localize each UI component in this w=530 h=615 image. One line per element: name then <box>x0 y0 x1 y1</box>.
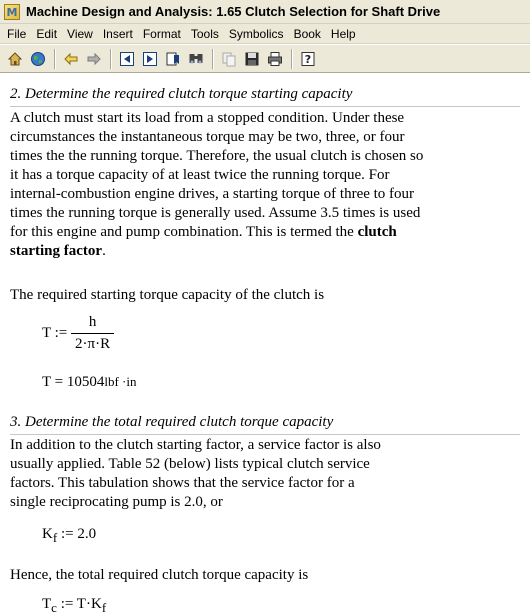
menu-symbolics[interactable]: Symbolics <box>228 26 284 41</box>
region-divider <box>10 434 520 435</box>
bookmark-button[interactable] <box>162 48 184 70</box>
region-divider <box>10 106 520 107</box>
forward-arrow-icon <box>86 51 102 67</box>
menu-view[interactable]: View <box>67 26 93 41</box>
starting-torque-intro: The required starting torque capacity of the clutch is <box>10 287 325 303</box>
help-button[interactable] <box>297 48 319 70</box>
home-icon <box>7 51 23 67</box>
text-line-segment: . <box>102 243 106 259</box>
find-icon <box>188 51 204 67</box>
text-line: usually applied. Table 52 (below) lists typical clutch service <box>10 456 370 472</box>
variable-name: K <box>42 526 53 542</box>
result-value: T = 10504 <box>42 374 105 390</box>
equation-service-factor[interactable] <box>42 526 96 546</box>
text-line: A clutch must start its load from a stopped condition. Under these <box>10 110 405 126</box>
toolbar-separator <box>212 49 214 69</box>
print-icon <box>267 51 283 67</box>
fraction-numerator: h <box>88 314 97 330</box>
forward-button[interactable] <box>83 48 105 70</box>
fraction-denominator: 2·π·R <box>71 333 114 353</box>
toolbar-separator <box>110 49 112 69</box>
bold-term: starting factor <box>10 243 103 259</box>
title-bar <box>0 0 530 24</box>
find-button[interactable] <box>185 48 207 70</box>
help-icon <box>300 51 316 67</box>
text-line: it has a torque capacity of at least twice the running torque. For <box>10 167 390 183</box>
save-button[interactable] <box>241 48 263 70</box>
text-line: internal-combustion engine drives, a starting torque of three to four <box>10 186 415 202</box>
text-line: single reciprocating pump is 2.0, or <box>10 494 223 510</box>
back-arrow-icon <box>63 51 79 67</box>
menu-tools[interactable]: Tools <box>190 26 219 41</box>
variable-name: T <box>42 596 52 612</box>
next-page-button[interactable] <box>139 48 161 70</box>
bookmark-icon <box>165 51 181 67</box>
section-3-paragraph <box>10 436 450 512</box>
menu-file[interactable]: File <box>7 26 27 41</box>
globe-icon <box>30 51 46 67</box>
fraction <box>71 314 114 353</box>
menu-edit[interactable]: Edit <box>36 26 58 41</box>
text-line: times the the running torque. Therefore, the usual clutch is chosen so <box>10 148 424 164</box>
toolbar-separator <box>54 49 56 69</box>
text-line: times the running torque is generally used. Assume 3.5 times is used <box>10 205 421 221</box>
back-button[interactable] <box>60 48 82 70</box>
text-line: In addition to the clutch starting factor, a service factor is also <box>10 437 381 453</box>
window-title: Machine Design and Analysis: 1.65 Clutch Selection for Shaft Drive <box>26 4 441 19</box>
toolbar <box>0 45 530 73</box>
result-units: lbf ·in <box>104 374 137 389</box>
web-button[interactable] <box>27 48 49 70</box>
section-3-heading: 3. Determine the total required clutch torque capacity <box>10 414 334 430</box>
copy-icon <box>221 51 237 67</box>
toolbar-separator <box>291 49 293 69</box>
equation-torque-result[interactable] <box>42 374 137 391</box>
next-page-icon <box>142 51 158 67</box>
section-2-heading: 2. Determine the required clutch torque starting capacity <box>10 86 353 102</box>
first-page-icon <box>119 51 135 67</box>
copy-button[interactable] <box>218 48 240 70</box>
variable-subscript: c <box>51 600 57 615</box>
text-line <box>10 223 450 242</box>
text-line <box>10 242 450 261</box>
variable-subscript: f <box>101 600 107 615</box>
first-page-button[interactable] <box>116 48 138 70</box>
text-line: circumstances the instantaneous torque may be two, three, or four <box>10 129 405 145</box>
total-torque-intro: Hence, the total required clutch torque capacity is <box>10 567 309 583</box>
home-button[interactable] <box>4 48 26 70</box>
menu-insert[interactable]: Insert <box>102 26 133 41</box>
equation-torque-definition[interactable] <box>42 314 114 353</box>
text-line: factors. This tabulation shows that the service factor for a <box>10 475 355 491</box>
print-button[interactable] <box>264 48 286 70</box>
menu-help[interactable]: Help <box>330 26 356 41</box>
equation-rhs: := 2.0 <box>60 526 97 542</box>
bold-term: clutch <box>357 224 397 240</box>
save-icon <box>244 51 260 67</box>
worksheet-content[interactable] <box>0 74 530 615</box>
app-logo-icon: M <box>4 4 20 20</box>
equation-total-torque[interactable] <box>42 596 106 615</box>
section-2-paragraph <box>10 109 450 261</box>
text-line-segment: for this engine and pump combination. This is termed the <box>10 224 358 240</box>
equation-rhs: := T·K <box>60 596 102 612</box>
menu-book[interactable]: Book <box>293 26 321 41</box>
equation-lhs: T := <box>42 325 68 341</box>
menu-format[interactable]: Format <box>142 26 181 41</box>
variable-subscript: f <box>52 530 58 545</box>
svg-text:?: ? <box>304 52 312 66</box>
menu-bar <box>0 24 530 44</box>
